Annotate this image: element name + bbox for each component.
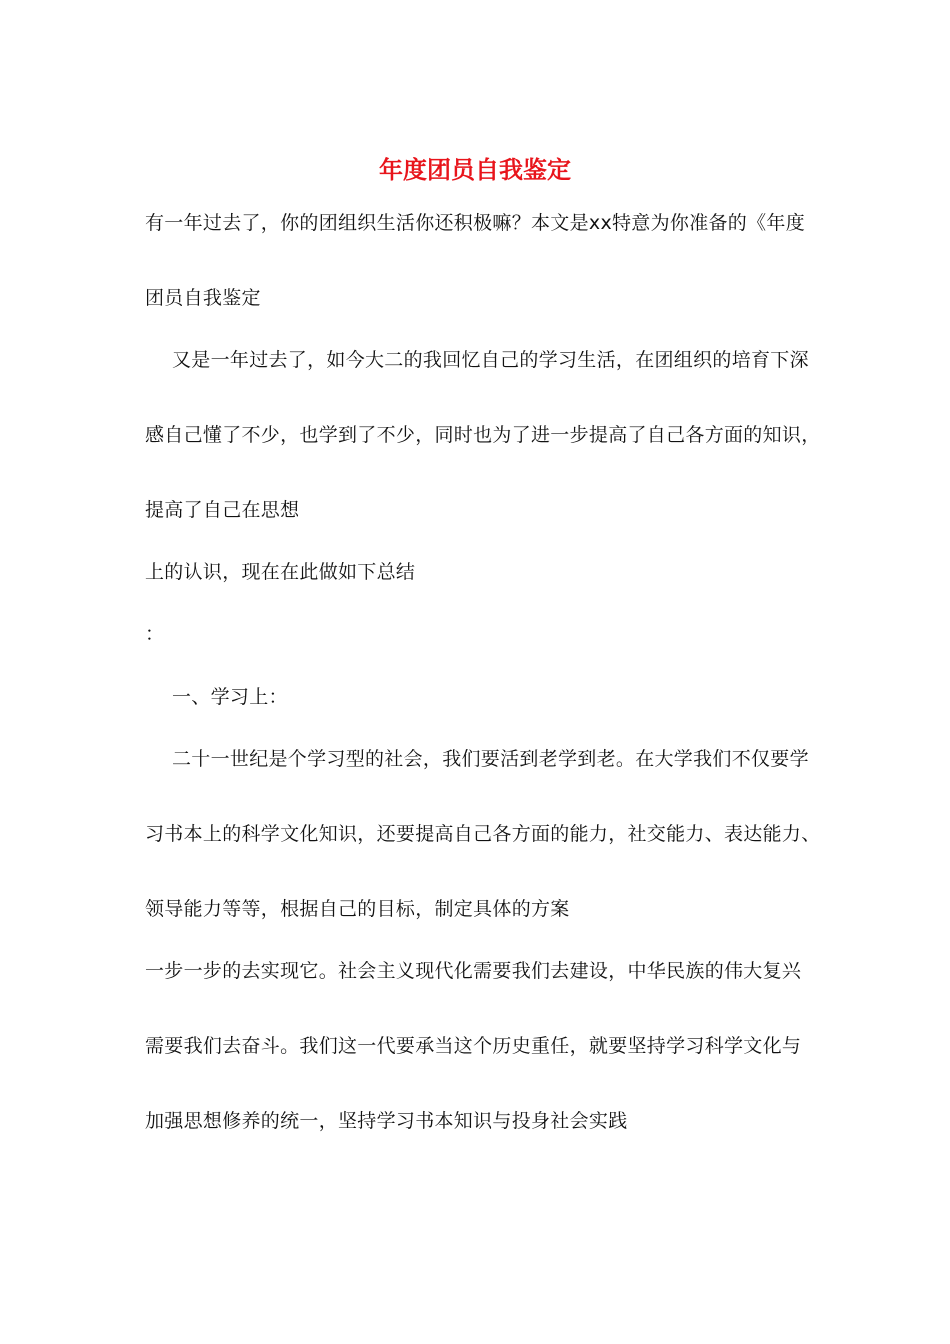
paragraph-line: 习书本上的科学文化知识，还要提高自己各方面的能力，社交能力、表达能力、	[145, 823, 821, 845]
document-title: 年度团员自我鉴定	[379, 155, 571, 184]
section-heading: 一、学习上：	[172, 686, 288, 708]
paragraph-line: 上的认识，现在在此做如下总结	[145, 561, 416, 583]
paragraph-line: 有一年过去了，你的团组织生活你还积极嘛？本文是xx特意为你准备的《年度	[145, 212, 805, 234]
paragraph-line: ：	[145, 623, 165, 645]
paragraph-line: 提高了自己在思想	[145, 499, 300, 521]
paragraph-line: 感自己懂了不少，也学到了不少，同时也为了进一步提高了自己各方面的知识，	[145, 424, 821, 446]
paragraph-line: 领导能力等等，根据自己的目标，制定具体的方案	[145, 898, 570, 920]
paragraph-line: 团员自我鉴定	[145, 287, 261, 309]
paragraph-line: 需要我们去奋斗。我们这一代要承当这个历史重任，就要坚持学习科学文化与	[145, 1035, 802, 1057]
paragraph-line: 二十一世纪是个学习型的社会，我们要活到老学到老。在大学我们不仅要学	[172, 748, 809, 770]
paragraph-line: 加强思想修养的统一，坚持学习书本知识与投身社会实践	[145, 1110, 628, 1132]
paragraph-line: 又是一年过去了，如今大二的我回忆自己的学习生活，在团组织的培育下深	[172, 349, 809, 371]
paragraph-line: 一步一步的去实现它。社会主义现代化需要我们去建设，中华民族的伟大复兴	[145, 960, 802, 982]
